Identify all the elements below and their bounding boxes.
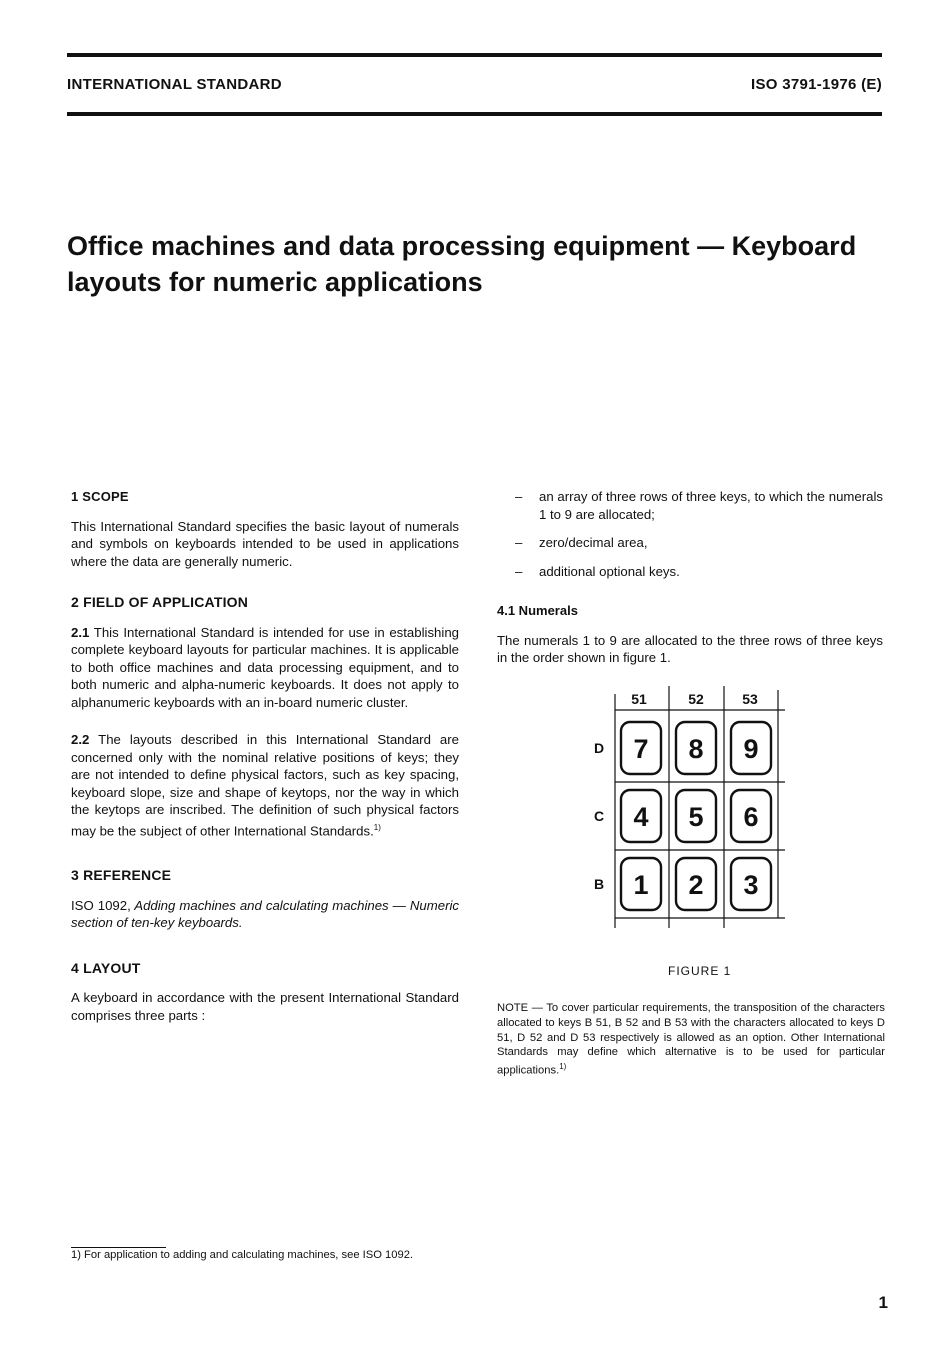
list-item-text: additional optional keys. (539, 563, 680, 579)
key-label-2: 2 (688, 870, 704, 900)
header-bottom-rule (67, 112, 882, 116)
section-4-1-text: The numerals 1 to 9 are allocated to the three rows of three keys in the order shown in figure 1. (497, 632, 883, 665)
section-2-2-text: The layouts described in this International Standard are concerned only with the nominal relative positions of keys; they are not intended to define physical factors, such as key spacing, keyboard slope, size and shape of keytops, nor the way in which the keytops are inscribed. The definition of such physical factors may be the subject of other International Standards. (71, 732, 459, 838)
key-label-4: 4 (633, 802, 649, 832)
section-1-text: This International Standard specifies the basic layout of numerals and symbols on keyboards intended to be used in applications where the data are generally numeric. (71, 518, 459, 569)
list-item-text: an array of three rows of three keys, to which the numerals 1 to 9 are allocated; (539, 489, 883, 522)
section-4-heading: 4 LAYOUT (71, 959, 141, 976)
list-item-text: zero/decimal area, (539, 535, 648, 550)
page-number: 1 (878, 1293, 888, 1312)
key-label-9: 9 (743, 734, 759, 764)
key-label-7: 7 (633, 734, 649, 764)
document-title (67, 228, 887, 300)
right-column (497, 488, 883, 667)
section-2-2-number: 2.2 (71, 732, 90, 747)
figure-1-caption: FIGURE 1 (668, 964, 732, 978)
section-2-1-text: This International Standard is intended for use in establishing complete keyboard layouts for particular machines. It is applicable to both office machines and data processing equipment, and to both numeric and alpha-numeric keyboards. It does not apply to alphanumeric keyboards with an in-board numeric cluster. (71, 624, 459, 710)
list-item (497, 488, 883, 523)
header-standard-number: ISO 3791-1976 (E) (750, 76, 882, 93)
section-4-1-heading: 4.1 Numerals (497, 603, 578, 618)
note-footnote-ref: 1) (559, 1062, 567, 1072)
footnote-rule (71, 1247, 166, 1248)
header-standard-label: INTERNATIONAL STANDARD (67, 76, 282, 93)
key-label-6: 6 (743, 802, 759, 832)
key-label-3: 3 (743, 870, 759, 900)
section-4-text: A keyboard in accordance with the present International Standard comprises three parts : (71, 990, 459, 1023)
row-label-b: B (593, 876, 605, 892)
reference-code: ISO 1092, (71, 897, 131, 913)
title-line-1: Office machines and data processing equipment — Keyboard (67, 231, 857, 261)
figure-note (497, 1001, 885, 1079)
section-3-heading: 3 REFERENCE (71, 867, 172, 884)
key-label-5: 5 (688, 802, 704, 832)
footnote: 1) For application to adding and calculating machines, see ISO 1092. (71, 1249, 414, 1261)
figure-1-keyboard-diagram (585, 684, 795, 944)
row-label-c: C (593, 808, 605, 824)
section-3-reference (71, 897, 459, 932)
header-top-rule (67, 53, 882, 57)
list-item (497, 534, 883, 552)
section-2-1-paragraph (71, 624, 459, 712)
section-1-heading: 1 SCOPE (71, 489, 129, 504)
section-2-heading: 2 FIELD OF APPLICATION (71, 594, 249, 610)
column-label-52: 52 (688, 691, 704, 707)
footnote-ref: 1) (373, 822, 381, 832)
list-item (497, 563, 883, 581)
left-column (71, 488, 459, 1024)
note-text: NOTE — To cover particular requirements, the transposition of the characters allocated to keys B 51, B 52 and B 53 with the characters allocated to keys D 51, D 52 and D 53 respectively is allowed as an option. Other International Standards may define which alternative is to be used for particular applications. (497, 1002, 885, 1077)
list-dash: – (515, 535, 523, 550)
column-label-51: 51 (631, 691, 647, 707)
title-line-2: layouts for numeric applications (67, 267, 483, 297)
list-dash: – (515, 489, 523, 504)
reference-title: Adding machines and calculating machines — Numeric section of ten-key keyboards. (71, 897, 459, 931)
section-2-2-paragraph (71, 731, 459, 839)
section-2-1-number: 2.1 (71, 624, 90, 640)
column-label-53: 53 (742, 691, 758, 707)
key-label-8: 8 (688, 734, 704, 764)
key-label-1: 1 (633, 870, 649, 900)
list-dash: – (515, 563, 523, 579)
row-label-d: D (593, 740, 605, 756)
